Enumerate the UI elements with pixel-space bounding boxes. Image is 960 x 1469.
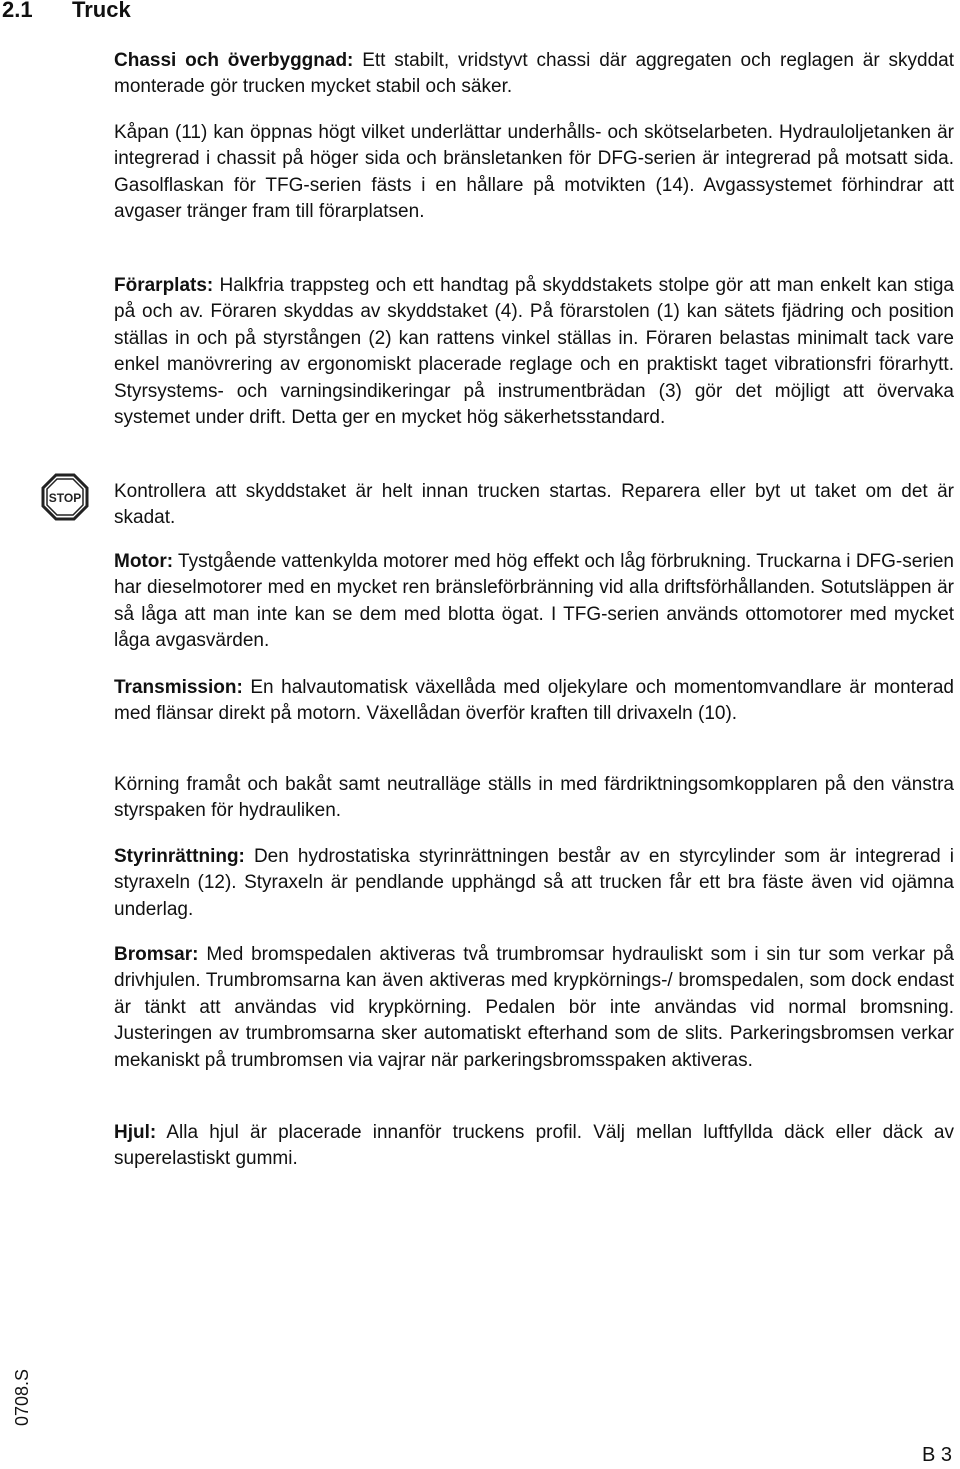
paragraph-label: Styrinrättning: <box>114 846 245 867</box>
paragraph-text: Kontrollera att skyddstaket är helt innan trucken startas. Reparera eller byt ut taket om det är skadat. <box>114 481 954 529</box>
paragraph-text: Körning framåt och bakåt samt neutralläge ställs in med färdriktningsomkopplaren på den vänstra styrspaken för hydrauliken. <box>114 774 954 822</box>
paragraph-text: Kåpan (11) kan öppnas högt vilket underlättar underhålls- och skötselarbeten. Hydrauloljetanken är integrerad i chassit på höger sida och bränsletanken för DFG-serien är integrerad på motsatt sida. Gasolflaskan för TFG-serien fästs i en hållare på motvikten (14). Avgassystemet förhindrar att avgaser tränger fram till förarplatsen. <box>114 122 954 223</box>
paragraph-label: Transmission: <box>114 677 243 698</box>
paragraph-brakes <box>114 942 954 1074</box>
document-code: 0708.S <box>12 1368 32 1426</box>
section-title: Truck <box>72 0 131 22</box>
paragraph-engine <box>114 549 954 655</box>
paragraph-steering <box>114 844 954 923</box>
paragraph-label: Chassi och överbyggnad: <box>114 50 354 71</box>
paragraph-hood <box>114 120 954 226</box>
stop-sign-icon <box>41 473 89 521</box>
paragraph-text: Ett stabilt, vridstyvt chassi där aggregaten och reglagen är skyddat monterade gör trucken mycket stabil och säker. <box>114 50 954 98</box>
section-heading <box>2 0 131 23</box>
stop-sign-text: STOP <box>48 491 82 505</box>
paragraph-chassis <box>114 48 954 101</box>
paragraph-text: En halvautomatisk växellåda med oljekylare och momentomvandlare är monterad med flänsar direkt på motorn. Växellådan överför kraften till drivaxeln (10). <box>114 677 954 725</box>
paragraph-text: Med bromspedalen aktiveras två trumbromsar hydrauliskt som i sin tur som verkar på drivhjulen. Trumbromsarna kan även aktiveras med krypkörnings-/ bromspedalen, som dock endast är tänkt att användas vid krypkörning. Pedalen bör inte användas vid normal bromsning. Justeringen av trumbromsarna sker automatiskt efterhand som de slits. Parkeringsbromsen verkar mekaniskt på trumbromsen via vajrar när parkeringsbromsspaken aktiveras. <box>114 944 954 1071</box>
paragraph-label: Förarplats: <box>114 275 214 296</box>
section-number: 2.1 <box>2 0 33 22</box>
paragraph-driving-direction <box>114 772 954 825</box>
paragraph-label: Bromsar: <box>114 944 199 965</box>
paragraph-wheels <box>114 1120 954 1173</box>
paragraph-label: Hjul: <box>114 1122 157 1143</box>
page-number: B 3 <box>921 1444 952 1466</box>
paragraph-text: Alla hjul är placerade innanför truckens profil. Välj mellan luftfyllda däck eller däck av superelastiskt gummi. <box>114 1122 954 1170</box>
paragraph-text: Tystgående vattenkylda motorer med hög effekt och låg förbrukning. Truckarna i DFG-serien har dieselmotorer med en mycket ren bränsleförbränning vid alla driftsförhållanden. Sotutsläppen är så låga att man inte kan se dem med blotta ögat. I TFG-serien används ottomotorer med mycket låga avgasvärden. <box>114 551 954 652</box>
paragraph-warning <box>114 479 954 532</box>
paragraph-text: Halkfria trappsteg och ett handtag på skyddstakets stolpe gör att man enkelt kan stiga på och av. Föraren skyddas av skyddstaket (4). På förarstolen (1) kan sätets fjädring och position ställas in och på styrstången (2) kan rattens vinkel ställas in. Föraren belastas minimalt tack vare enkel manövrering av ergonomiskt placerade reglage och en praktiskt taget vibrationsfri förarhytt. Styrsystems- och varningsindikeringar på instrumentbrädan (3) gör det möjligt att övervaka systemet under drift. Detta ger en mycket hög säkerhetsstandard. <box>114 275 954 429</box>
paragraph-operator-station <box>114 273 954 431</box>
paragraph-label: Motor: <box>114 551 174 572</box>
paragraph-transmission <box>114 675 954 728</box>
paragraph-text: Den hydrostatiska styrinrättningen består av en styrcylinder som är integrerad i styraxeln (12). Styraxeln är pendlande upphängd så att trucken får ett bra fäste även vid ojämna underlag. <box>114 846 954 920</box>
